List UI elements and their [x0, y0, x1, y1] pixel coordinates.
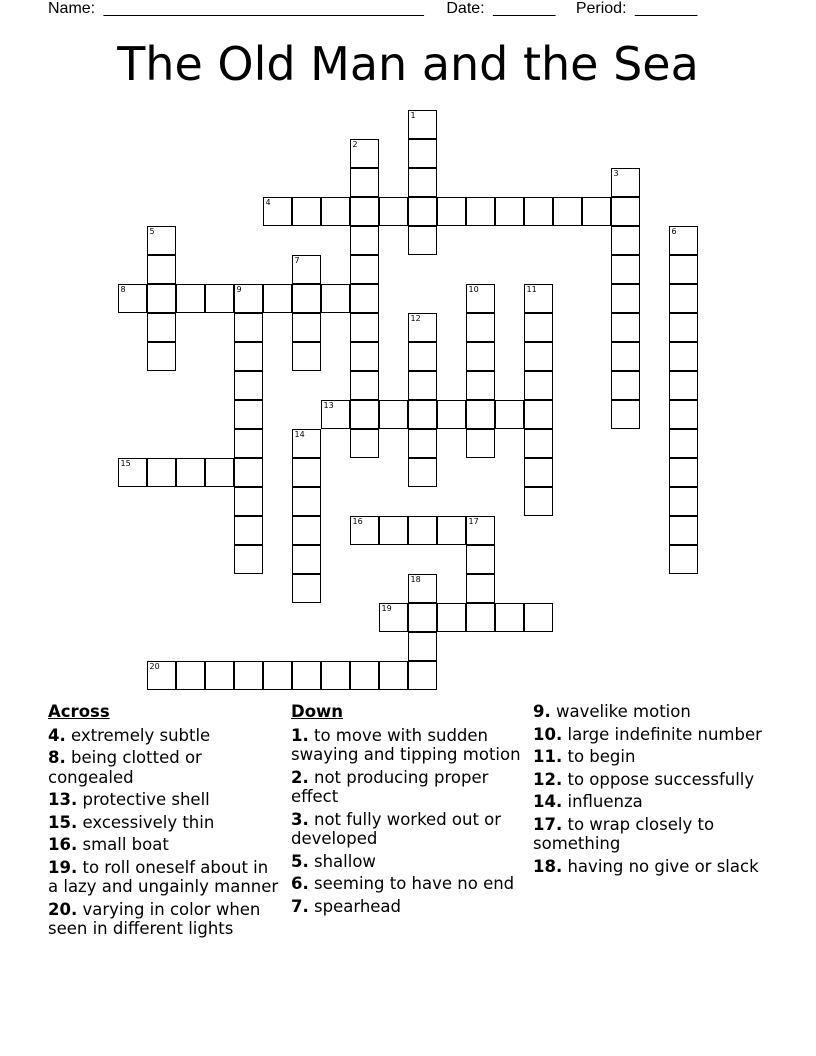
- crossword-cell[interactable]: [669, 371, 698, 400]
- crossword-cell[interactable]: [292, 284, 321, 313]
- crossword-cell[interactable]: [292, 197, 321, 226]
- cell-number: 11: [526, 284, 537, 294]
- crossword-cell[interactable]: [408, 342, 437, 371]
- crossword-cell[interactable]: [234, 429, 263, 458]
- clue-number: 2.: [291, 767, 309, 787]
- cell-number: 6: [671, 226, 677, 236]
- clue-number: 18.: [533, 856, 563, 876]
- crossword-cell[interactable]: [408, 603, 437, 632]
- crossword-cell[interactable]: [611, 342, 640, 371]
- crossword-cell[interactable]: [466, 574, 495, 603]
- crossword-cell[interactable]: [524, 429, 553, 458]
- clue-text: to move with sudden swaying and tipping motion: [291, 725, 521, 764]
- crossword-cell[interactable]: [205, 661, 234, 690]
- crossword-cell[interactable]: [234, 342, 263, 371]
- across-clues-column: [48, 702, 283, 942]
- clue-number: 9.: [533, 702, 551, 721]
- crossword-cell[interactable]: [669, 255, 698, 284]
- clue-number: 5.: [291, 851, 309, 871]
- crossword-cell[interactable]: [524, 371, 553, 400]
- crossword-cell[interactable]: [350, 255, 379, 284]
- crossword-cell[interactable]: [524, 197, 553, 226]
- crossword-cell[interactable]: [234, 545, 263, 574]
- down-clue-1: [291, 726, 526, 765]
- crossword-cell[interactable]: [379, 197, 408, 226]
- crossword-cell[interactable]: [611, 400, 640, 429]
- across-clue-list: [48, 726, 283, 939]
- cell-number: 3: [613, 168, 619, 178]
- period-label: Period:: [575, 0, 627, 17]
- cell-number: 2: [352, 139, 358, 149]
- clue-text: influenza: [562, 792, 643, 811]
- clue-text: large indefinite number: [562, 724, 762, 744]
- crossword-cell[interactable]: [437, 603, 466, 632]
- crossword-cell[interactable]: [321, 400, 350, 429]
- down-clue-5: [291, 852, 526, 872]
- crossword-cell[interactable]: [437, 197, 466, 226]
- crossword-cell[interactable]: [524, 400, 553, 429]
- down-clue-14: [533, 792, 768, 812]
- period-line: _______: [634, 0, 698, 17]
- clue-text: wavelike motion: [550, 702, 691, 721]
- crossword-cell[interactable]: [466, 603, 495, 632]
- clue-text: shallow: [308, 851, 376, 871]
- cell-number: 4: [265, 197, 271, 207]
- down-clue-12: [533, 770, 768, 790]
- crossword-cell[interactable]: [669, 284, 698, 313]
- crossword-cell[interactable]: [205, 458, 234, 487]
- crossword-cell[interactable]: [234, 661, 263, 690]
- across-clue-13: [48, 790, 283, 810]
- crossword-cell[interactable]: [350, 342, 379, 371]
- crossword-cell[interactable]: [669, 342, 698, 371]
- name-label: Name:: [48, 0, 96, 17]
- clue-number: 14.: [533, 792, 563, 811]
- crossword-cell[interactable]: [408, 516, 437, 545]
- crossword-cell[interactable]: [379, 603, 408, 632]
- clue-text: being clotted or congealed: [48, 748, 202, 787]
- date-line: _______: [493, 0, 556, 17]
- down-clue-list-continued: [533, 702, 768, 876]
- crossword-cell[interactable]: [669, 313, 698, 342]
- crossword-cell[interactable]: [524, 313, 553, 342]
- crossword-cell[interactable]: [118, 458, 147, 487]
- crossword-cell[interactable]: [350, 661, 379, 690]
- crossword-cell[interactable]: [292, 342, 321, 371]
- across-clue-8: [48, 748, 283, 787]
- clue-number: 17.: [533, 814, 563, 834]
- crossword-cell[interactable]: [350, 226, 379, 255]
- clue-number: 10.: [533, 724, 563, 744]
- crossword-cell[interactable]: [466, 429, 495, 458]
- crossword-cell[interactable]: [147, 284, 176, 313]
- down-heading: Down: [291, 702, 344, 721]
- crossword-cell[interactable]: [495, 197, 524, 226]
- crossword-cell[interactable]: [524, 487, 553, 516]
- clue-text: having no give or slack: [562, 856, 759, 876]
- crossword-cell[interactable]: [408, 110, 437, 139]
- crossword-cell[interactable]: [466, 400, 495, 429]
- cell-number: 16: [352, 516, 363, 526]
- clue-number: 19.: [48, 857, 78, 877]
- clue-text: not fully worked out or developed: [291, 809, 502, 848]
- crossword-cell[interactable]: [350, 400, 379, 429]
- down-clue-2: [291, 768, 526, 807]
- cell-number: 5: [149, 226, 155, 236]
- crossword-cell[interactable]: [466, 197, 495, 226]
- crossword-cell[interactable]: [611, 313, 640, 342]
- crossword-cell[interactable]: [292, 255, 321, 284]
- crossword-cell[interactable]: [147, 255, 176, 284]
- crossword-cell[interactable]: [437, 400, 466, 429]
- crossword-cell[interactable]: [611, 371, 640, 400]
- crossword-cell[interactable]: [321, 661, 350, 690]
- clue-number: 13.: [48, 790, 78, 809]
- crossword-cell[interactable]: [234, 516, 263, 545]
- name-line: ____________________________________: [103, 0, 424, 17]
- crossword-cell[interactable]: [524, 342, 553, 371]
- cell-number: 7: [294, 255, 300, 265]
- crossword-cell[interactable]: [408, 632, 437, 661]
- crossword-cell[interactable]: [147, 661, 176, 690]
- crossword-cell[interactable]: [669, 487, 698, 516]
- cell-number: 19: [381, 603, 392, 613]
- down-clue-18: [533, 857, 768, 877]
- crossword-cell[interactable]: [234, 458, 263, 487]
- down-clues-column: [291, 702, 526, 919]
- down-clue-17: [533, 815, 768, 854]
- cell-number: 15: [120, 458, 131, 468]
- clue-number: 7.: [291, 896, 309, 916]
- crossword-cell[interactable]: [234, 371, 263, 400]
- crossword-cell[interactable]: [292, 545, 321, 574]
- crossword-cell[interactable]: [524, 603, 553, 632]
- crossword-cell[interactable]: [292, 487, 321, 516]
- crossword-cell[interactable]: [321, 197, 350, 226]
- crossword-cell[interactable]: [611, 197, 640, 226]
- down-clue-list: [291, 726, 526, 917]
- crossword-cell[interactable]: [350, 197, 379, 226]
- crossword-cell[interactable]: [408, 371, 437, 400]
- crossword-cell[interactable]: [379, 516, 408, 545]
- crossword-cell[interactable]: [669, 545, 698, 574]
- crossword-cell[interactable]: [350, 516, 379, 545]
- puzzle-title: The Old Man and the Sea: [117, 37, 699, 91]
- cell-number: 1: [410, 110, 416, 120]
- crossword-cell[interactable]: [408, 168, 437, 197]
- crossword-cell[interactable]: [611, 284, 640, 313]
- cell-number: 12: [410, 313, 421, 323]
- crossword-cell[interactable]: [176, 284, 205, 313]
- down-clue-7: [291, 897, 526, 917]
- crossword-cell[interactable]: [495, 603, 524, 632]
- crossword-cell[interactable]: [611, 226, 640, 255]
- clue-number: 3.: [291, 809, 309, 829]
- crossword-cell[interactable]: [147, 458, 176, 487]
- crossword-cell[interactable]: [292, 458, 321, 487]
- across-clue-4: [48, 726, 283, 746]
- clue-text: varying in color when seen in different lights: [48, 899, 261, 938]
- clue-text: extremely subtle: [65, 725, 211, 745]
- crossword-cell[interactable]: [408, 139, 437, 168]
- crossword-cell[interactable]: [263, 661, 292, 690]
- crossword-cell[interactable]: [205, 284, 234, 313]
- clue-text: spearhead: [308, 896, 402, 916]
- crossword-cell[interactable]: [669, 400, 698, 429]
- clue-number: 4.: [48, 725, 66, 745]
- clue-text: protective shell: [77, 790, 210, 809]
- crossword-cell[interactable]: [292, 661, 321, 690]
- crossword-cell[interactable]: [611, 168, 640, 197]
- cell-number: 18: [410, 574, 421, 584]
- crossword-cell[interactable]: [611, 255, 640, 284]
- clue-text: to oppose successfully: [562, 769, 755, 789]
- clue-text: to wrap closely to something: [533, 814, 715, 853]
- crossword-cell[interactable]: [466, 545, 495, 574]
- cell-number: 13: [323, 400, 334, 410]
- clue-number: 12.: [533, 769, 563, 789]
- cell-number: 17: [468, 516, 479, 526]
- clue-number: 1.: [291, 725, 309, 745]
- clue-text: small boat: [77, 835, 169, 854]
- crossword-cell[interactable]: [350, 168, 379, 197]
- down-clue-11: [533, 747, 768, 767]
- crossword-cell[interactable]: [466, 313, 495, 342]
- cell-number: 20: [149, 661, 160, 671]
- crossword-cell[interactable]: [408, 458, 437, 487]
- down-clue-6: [291, 874, 526, 894]
- crossword-cell[interactable]: [466, 516, 495, 545]
- across-clue-19: [48, 858, 283, 897]
- crossword-cell[interactable]: [118, 284, 147, 313]
- crossword-cell[interactable]: [408, 313, 437, 342]
- clue-text: to roll oneself about in a lazy and ungainly manner: [48, 857, 279, 896]
- across-clue-16: [48, 835, 283, 855]
- crossword-cell[interactable]: [669, 516, 698, 545]
- crossword-cell[interactable]: [321, 284, 350, 313]
- crossword-cell[interactable]: [669, 226, 698, 255]
- clue-number: 6.: [291, 874, 309, 893]
- crossword-cell[interactable]: [147, 313, 176, 342]
- crossword-cell[interactable]: [408, 400, 437, 429]
- crossword-cell[interactable]: [408, 574, 437, 603]
- crossword-cell[interactable]: [234, 487, 263, 516]
- date-label: Date:: [446, 0, 485, 17]
- clue-text: seeming to have no end: [308, 874, 515, 893]
- crossword-cell[interactable]: [176, 458, 205, 487]
- crossword-cell[interactable]: [350, 139, 379, 168]
- clue-number: 16.: [48, 835, 78, 854]
- clue-number: 11.: [533, 747, 563, 766]
- crossword-cell[interactable]: [292, 429, 321, 458]
- crossword-cell[interactable]: [263, 284, 292, 313]
- across-heading: Across: [48, 702, 110, 721]
- crossword-cell[interactable]: [234, 400, 263, 429]
- clue-text: to begin: [562, 747, 636, 766]
- crossword-cell[interactable]: [292, 313, 321, 342]
- crossword-cell[interactable]: [669, 429, 698, 458]
- crossword-cell[interactable]: [524, 284, 553, 313]
- crossword-cell[interactable]: [234, 313, 263, 342]
- crossword-cell[interactable]: [147, 342, 176, 371]
- across-clue-20: [48, 900, 283, 939]
- crossword-cell[interactable]: [466, 284, 495, 313]
- clue-number: 8.: [48, 748, 66, 767]
- cell-number: 14: [294, 429, 305, 439]
- crossword-cell[interactable]: [147, 226, 176, 255]
- crossword-cell[interactable]: [408, 429, 437, 458]
- crossword-cell[interactable]: [466, 371, 495, 400]
- crossword-cell[interactable]: [582, 197, 611, 226]
- across-clue-15: [48, 813, 283, 833]
- crossword-cell[interactable]: [292, 574, 321, 603]
- crossword-cell[interactable]: [524, 458, 553, 487]
- crossword-cell[interactable]: [379, 400, 408, 429]
- cell-number: 10: [468, 284, 479, 294]
- crossword-cell[interactable]: [408, 226, 437, 255]
- crossword-cell[interactable]: [350, 371, 379, 400]
- crossword-cell[interactable]: [553, 197, 582, 226]
- crossword-cell[interactable]: [437, 516, 466, 545]
- down-clue-9: [533, 702, 768, 722]
- clue-text: excessively thin: [77, 812, 215, 832]
- crossword-cell[interactable]: [408, 661, 437, 690]
- crossword-cell[interactable]: [408, 197, 437, 226]
- crossword-cell[interactable]: [350, 284, 379, 313]
- cell-number: 9: [236, 284, 242, 294]
- down-clue-3: [291, 810, 526, 849]
- down-clues-continued-column: [533, 702, 768, 879]
- crossword-cell[interactable]: [234, 284, 263, 313]
- crossword-cell[interactable]: [292, 516, 321, 545]
- down-clue-10: [533, 725, 768, 745]
- clue-number: 15.: [48, 812, 78, 832]
- crossword-cell[interactable]: [263, 197, 292, 226]
- cell-number: 8: [120, 284, 126, 294]
- clue-text: not producing proper effect: [291, 767, 489, 806]
- crossword-cell[interactable]: [669, 458, 698, 487]
- crossword-cell[interactable]: [176, 661, 205, 690]
- crossword-cell[interactable]: [379, 661, 408, 690]
- crossword-cell[interactable]: [350, 429, 379, 458]
- clue-number: 20.: [48, 899, 78, 919]
- crossword-cell[interactable]: [350, 313, 379, 342]
- crossword-cell[interactable]: [495, 400, 524, 429]
- crossword-cell[interactable]: [466, 342, 495, 371]
